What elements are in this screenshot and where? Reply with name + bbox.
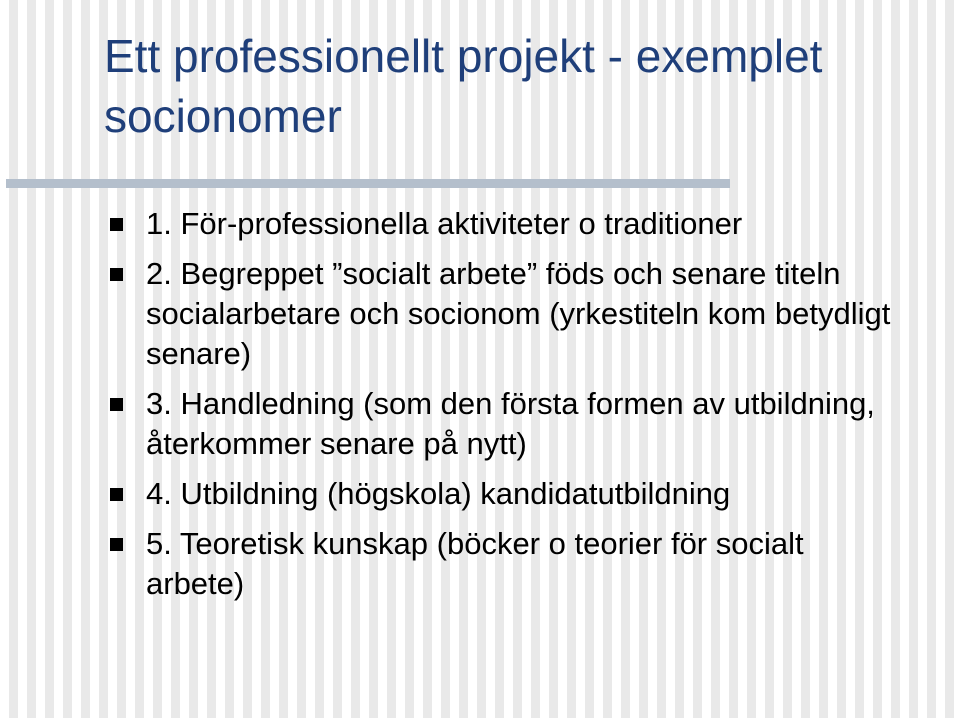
title-divider: [6, 179, 730, 188]
list-item: [108, 524, 908, 604]
bullet-text: 3. Handledning (som den första formen av utbildning, återkommer senare på nytt): [146, 386, 875, 461]
list-item: [108, 204, 908, 244]
bullet-text: 2. Begreppet ”socialt arbete” föds och senare titeln socialarbetare och socionom (yrkestiteln kom betydligt senare): [146, 256, 891, 371]
list-item: [108, 384, 908, 464]
square-bullet-icon: [110, 218, 123, 231]
square-bullet-icon: [110, 538, 123, 551]
square-bullet-icon: [110, 488, 123, 501]
list-item: [108, 254, 908, 374]
list-item: [108, 474, 908, 514]
slide-title: Ett professionellt projekt - exemplet socionomer: [104, 30, 823, 142]
bullet-text: 1. För-professionella aktiviteter o traditioner: [146, 206, 743, 241]
bullet-list: [108, 204, 908, 614]
square-bullet-icon: [110, 398, 123, 411]
square-bullet-icon: [110, 268, 123, 281]
bullet-text: 4. Utbildning (högskola) kandidatutbildning: [146, 476, 731, 511]
bullet-text: 5. Teoretisk kunskap (böcker o teorier för socialt arbete): [146, 526, 804, 601]
